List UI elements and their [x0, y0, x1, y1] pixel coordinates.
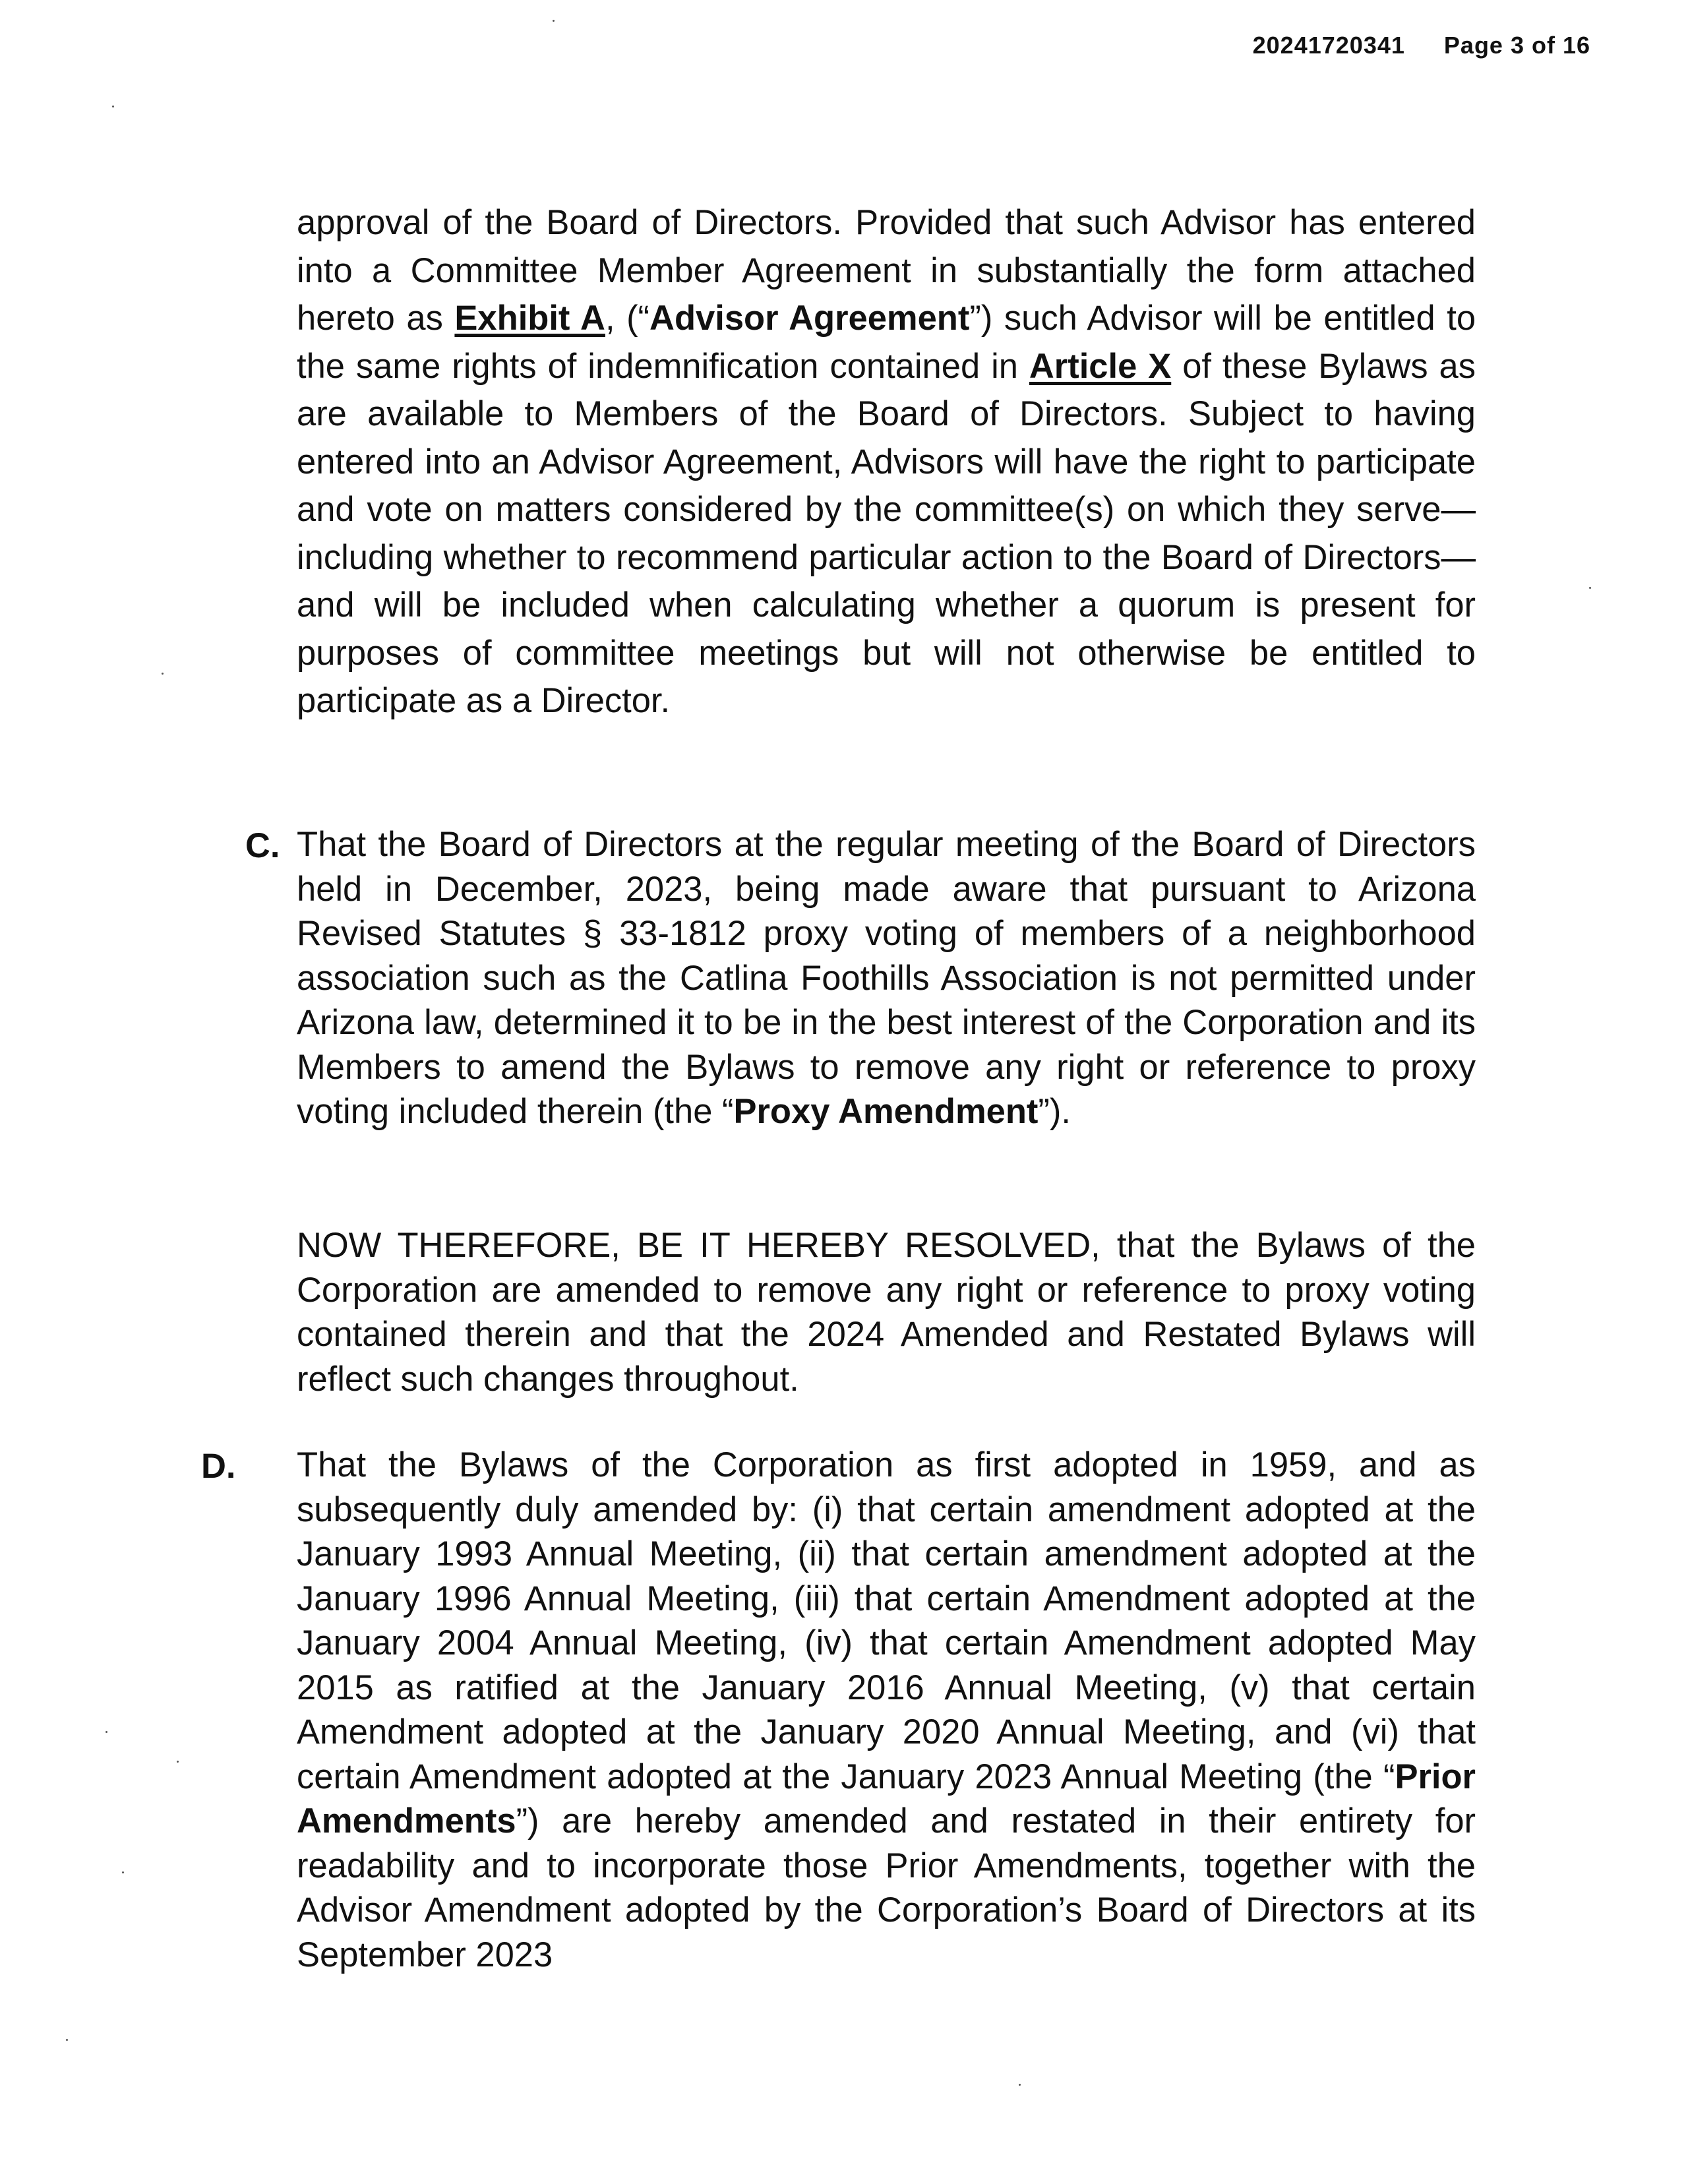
scan-speck — [112, 106, 114, 107]
section-d-label: D. — [201, 1447, 236, 1486]
scan-speck — [122, 1871, 124, 1873]
document-number: 20241720341 — [1252, 32, 1405, 59]
article-reference: Article X — [1029, 346, 1172, 386]
paragraph-text: ”) are hereby amended and restated in their entirety for readability and to incorporate those Prior Amendments, together with the Advisor Amendment adopted by the Corporation’s Board of Directors at its September 2023 — [297, 1802, 1476, 1974]
scan-speck — [553, 20, 555, 22]
scan-speck — [162, 673, 164, 675]
paragraph-continuation — [297, 199, 1476, 725]
scan-speck — [1589, 587, 1591, 589]
defined-term-proxy-amendment: Proxy Amendment — [733, 1092, 1039, 1131]
scan-speck — [1019, 2084, 1021, 2086]
defined-term-advisor-agreement: Advisor Agreement — [649, 299, 970, 338]
defined-term-prior-amendments: Prior Amendments — [297, 1757, 1476, 1840]
section-d-paragraph — [297, 1443, 1476, 1977]
paragraph-text: That the Bylaws of the Corporation as first adopted in 1959, and as subsequently duly amended by: (i) that certain amendment adopted at the January 1993 Annual Meeting, (ii) that certain amendment adopted at the January 1996 Annual Meeting, (iii) that certain Amendment adopted at the January 2004 Annual Meeting, (iv) that certain Amendment adopted May 2015 as ratified at the January 2016 Annual Meeting, (v) that certain Amendment adopted at the January 2020 Annual Meeting, and (vi) that certain Amendment adopted at the January 2023 Annual Meeting (the “ — [297, 1445, 1476, 1796]
paragraph-text: of these Bylaws as are available to Members of the Board of Directors. Subject to having entered into an Advisor Agreement, Advisors will have the right to participate and vote on matters considered by the committee(s) on which they serve—including whether to recommend particular action to the Board of Directors—and will be included when calculating whether a quorum is present for purposes of committee meetings but will not otherwise be entitled to participate as a Director. — [297, 346, 1476, 720]
page-number: Page 3 of 16 — [1443, 32, 1590, 59]
paragraph-text: approval of the Board of Directors. Provided that such Advisor has entered into a Committee Member Agreement in substantially the form attached hereto as — [297, 203, 1476, 338]
page-header — [1253, 32, 1590, 59]
resolution-paragraph: NOW THEREFORE, BE IT HEREBY RESOLVED, that the Bylaws of the Corporation are amended to remove any right or reference to proxy voting contained therein and that the 2024 Amended and Restated Bylaws will reflect such changes throughout. — [297, 1226, 1476, 1399]
paragraph-text: That the Board of Directors at the regular meeting of the Board of Directors held in December, 2023, being made aware that pursuant to Arizona Revised Statutes § 33-1812 proxy voting of members of a neighborhood association such as the Catlina Foothills Association is not permitted under Arizona law, determined it to be in the best interest of the Corporation and its Members to amend the Bylaws to remove any right or reference to proxy voting included therein (the “ — [297, 825, 1476, 1131]
section-c-label: C. — [245, 826, 280, 865]
scan-speck — [66, 2039, 68, 2041]
scan-speck — [106, 1731, 107, 1733]
paragraph-text: , (“ — [605, 299, 650, 338]
scan-speck — [177, 1761, 179, 1763]
paragraph-text: ”) such Advisor will be entitled to the same rights of indemnification contained in — [297, 299, 1476, 386]
section-c-paragraph — [297, 822, 1476, 1134]
paragraph-text: ”). — [1038, 1092, 1071, 1131]
exhibit-reference: Exhibit A — [454, 299, 605, 338]
